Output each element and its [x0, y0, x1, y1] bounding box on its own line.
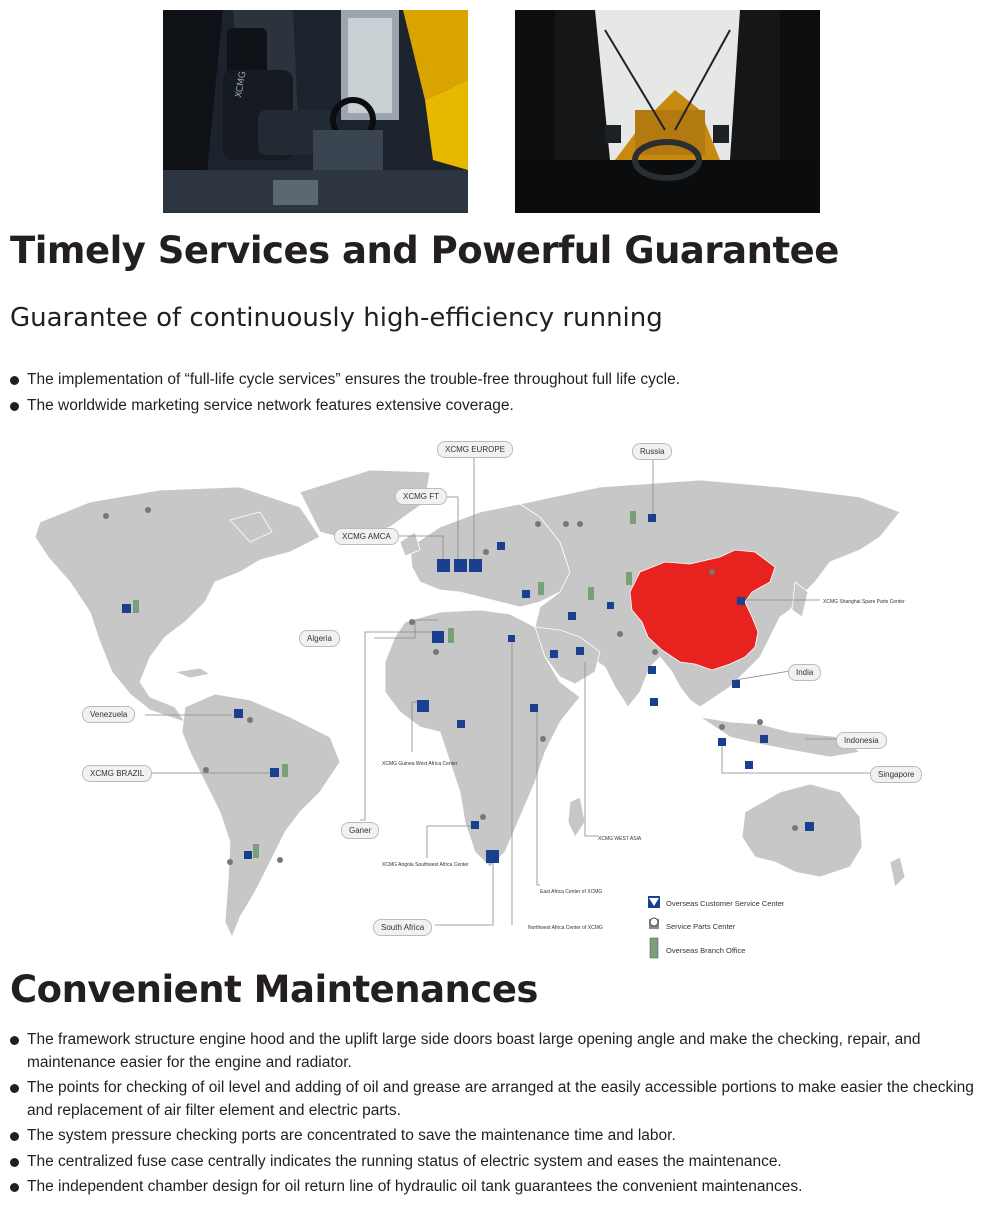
label-west-asia: XCMG WEST ASIA	[598, 836, 642, 842]
section-subtitle-guarantee: Guarantee of continuously high-efficiency running	[10, 303, 663, 333]
label-xcmg-brazil: XCMG BRAZIL	[82, 765, 152, 782]
list-item: The framework structure engine hood and the uplift large side doors boast large opening angle and make the checking, repair, and maintenance easier for the engine and radiator.	[8, 1029, 998, 1074]
label-xcmg-europe: XCMG EUROPE	[437, 441, 513, 458]
cab-view-photo	[515, 10, 820, 213]
legend-branch-office: Overseas Branch Office	[666, 946, 746, 955]
label-guinea-center: XCMG Guinea West Africa Center	[382, 761, 458, 767]
section-title-maintenance: Convenient Maintenances	[10, 968, 538, 1011]
label-north-africa: Northwest Africa Center of XCMG	[528, 925, 603, 931]
label-russia: Russia	[632, 443, 672, 460]
label-venezuela: Venezuela	[82, 706, 135, 723]
label-indonesia: Indonesia	[836, 732, 887, 749]
label-xcmg-amca: XCMG AMCA	[334, 528, 399, 545]
label-south-africa: South Africa	[373, 919, 432, 936]
label-algeria: Algeria	[299, 630, 340, 647]
list-item: The centralized fuse case centrally indicates the running status of electric system and eases the maintenance.	[8, 1151, 998, 1174]
section-title-services: Timely Services and Powerful Guarantee	[10, 229, 839, 272]
continents	[35, 470, 905, 937]
label-singapore: Singapore	[870, 766, 922, 783]
label-india: India	[788, 664, 821, 681]
label-east-africa: East Africa Center of XCMG	[540, 889, 603, 895]
legend-parts-center: Service Parts Center	[666, 922, 736, 931]
legend-icons	[648, 896, 660, 958]
services-bullet-list	[8, 369, 998, 421]
list-item: The points for checking of oil level and adding of oil and grease are arranged at the easily accessible portions to make easier the checking and replacement of air filter element and electric parts.	[8, 1077, 998, 1122]
legend-service-center: Overseas Customer Service Center	[666, 899, 785, 908]
label-angola-center: XCMG Angola Southwest Africa Center	[382, 862, 469, 868]
label-shanghai-parts: XCMG Shanghai Spare Parts Center	[823, 599, 905, 605]
maintenance-bullet-list	[8, 1029, 998, 1202]
list-item: The implementation of “full-life cycle services” ensures the trouble-free throughout full life cycle.	[8, 369, 998, 391]
svg-text:XCMG: XCMG	[234, 70, 249, 99]
list-item: The worldwide marketing service network features extensive coverage.	[8, 395, 998, 417]
label-ganer: Ganer	[341, 822, 379, 839]
list-item: The system pressure checking ports are concentrated to save the maintenance time and labor.	[8, 1125, 998, 1148]
label-xcmg-ft: XCMG FT	[395, 488, 447, 505]
list-item: The independent chamber design for oil return line of hydraulic oil tank guarantees the convenient maintenances.	[8, 1176, 998, 1199]
cab-seat-photo	[163, 10, 468, 213]
world-service-network-map	[0, 432, 1000, 962]
